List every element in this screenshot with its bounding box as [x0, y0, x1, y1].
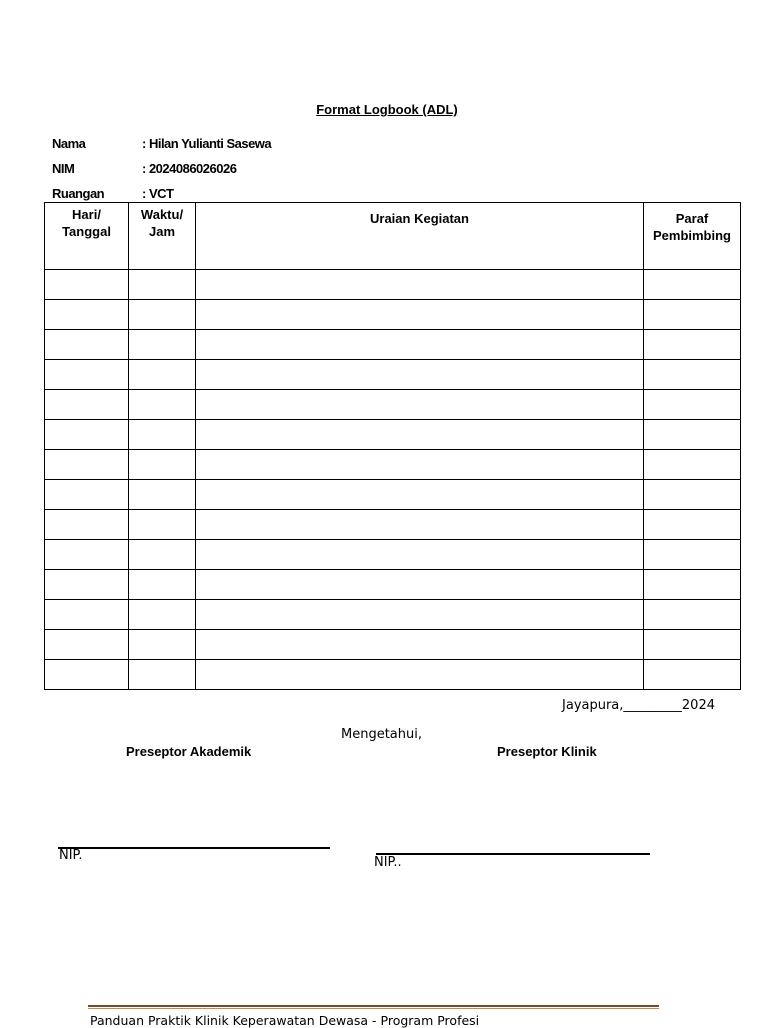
header-day-line1: Hari/: [72, 207, 101, 222]
header-time: [129, 203, 196, 270]
room-label: Ruangan: [52, 186, 105, 201]
table-row: [45, 630, 741, 660]
header-day-date: [45, 203, 129, 270]
cell-time[interactable]: [129, 360, 196, 390]
table-header-row: [45, 203, 741, 270]
cell-signature[interactable]: [644, 660, 741, 690]
student-id-value: : 2024086026026: [142, 161, 237, 176]
cell-activity[interactable]: [196, 450, 644, 480]
academic-preceptor-title: Preseptor Akademik: [126, 744, 252, 759]
cell-time[interactable]: [129, 480, 196, 510]
cell-activity[interactable]: [196, 510, 644, 540]
room-value: : VCT: [142, 186, 174, 201]
academic-nip: NIP.: [59, 848, 83, 863]
cell-day-date[interactable]: [45, 570, 129, 600]
cell-day-date[interactable]: [45, 540, 129, 570]
cell-signature[interactable]: [644, 540, 741, 570]
logbook-table: [44, 202, 741, 690]
acknowledged-label: Mengetahui,: [341, 727, 422, 742]
table-row: [45, 660, 741, 690]
cell-activity[interactable]: [196, 360, 644, 390]
cell-day-date[interactable]: [45, 630, 129, 660]
cell-day-date[interactable]: [45, 270, 129, 300]
cell-time[interactable]: [129, 450, 196, 480]
cell-signature[interactable]: [644, 300, 741, 330]
header-sign-line1: Paraf: [675, 211, 709, 226]
cell-day-date[interactable]: [45, 390, 129, 420]
table-body: [45, 270, 741, 690]
cell-signature[interactable]: [644, 420, 741, 450]
cell-day-date[interactable]: [45, 480, 129, 510]
place-date: Jayapura,_________2024: [562, 698, 715, 713]
cell-activity[interactable]: [196, 390, 644, 420]
header-day-line2: Tanggal: [62, 224, 111, 239]
header-time-line1: Waktu/: [140, 207, 184, 222]
cell-signature[interactable]: [644, 330, 741, 360]
student-name-label: Nama: [52, 136, 86, 151]
footer-divider: [88, 1005, 659, 1007]
cell-day-date[interactable]: [45, 300, 129, 330]
header-activity-label: Uraian Kegiatan: [370, 211, 469, 226]
cell-time[interactable]: [129, 510, 196, 540]
table-row: [45, 540, 741, 570]
student-id-label: NIM: [52, 161, 75, 176]
cell-signature[interactable]: [644, 600, 741, 630]
clinical-signature-line: [376, 853, 650, 855]
clinical-nip: NIP..: [374, 855, 402, 870]
cell-day-date[interactable]: [45, 360, 129, 390]
table-row: [45, 360, 741, 390]
header-time-line2: Jam: [148, 224, 176, 239]
cell-day-date[interactable]: [45, 420, 129, 450]
cell-time[interactable]: [129, 570, 196, 600]
cell-day-date[interactable]: [45, 510, 129, 540]
cell-activity[interactable]: [196, 480, 644, 510]
cell-activity[interactable]: [196, 330, 644, 360]
table-row: [45, 510, 741, 540]
cell-day-date[interactable]: [45, 330, 129, 360]
academic-signature-line: [58, 847, 330, 849]
cell-signature[interactable]: [644, 450, 741, 480]
footer-divider-accent: [88, 1008, 659, 1009]
cell-day-date[interactable]: [45, 450, 129, 480]
table-row: [45, 330, 741, 360]
cell-time[interactable]: [129, 660, 196, 690]
table-row: [45, 300, 741, 330]
table-row: [45, 390, 741, 420]
cell-time[interactable]: [129, 600, 196, 630]
cell-signature[interactable]: [644, 570, 741, 600]
cell-activity[interactable]: [196, 600, 644, 630]
cell-time[interactable]: [129, 630, 196, 660]
cell-time[interactable]: [129, 390, 196, 420]
table-row: [45, 420, 741, 450]
cell-activity[interactable]: [196, 270, 644, 300]
cell-signature[interactable]: [644, 390, 741, 420]
cell-time[interactable]: [129, 270, 196, 300]
cell-activity[interactable]: [196, 660, 644, 690]
cell-activity[interactable]: [196, 300, 644, 330]
cell-activity[interactable]: [196, 630, 644, 660]
cell-time[interactable]: [129, 300, 196, 330]
cell-signature[interactable]: [644, 270, 741, 300]
student-name-value: : Hilan Yulianti Sasewa: [142, 136, 272, 151]
cell-time[interactable]: [129, 330, 196, 360]
table-row: [45, 600, 741, 630]
header-activity: [196, 203, 644, 270]
cell-day-date[interactable]: [45, 660, 129, 690]
header-sign-line2: Pembimbing: [652, 228, 731, 243]
cell-time[interactable]: [129, 540, 196, 570]
cell-activity[interactable]: [196, 540, 644, 570]
table-row: [45, 570, 741, 600]
cell-activity[interactable]: [196, 420, 644, 450]
table-row: [45, 270, 741, 300]
document-title: Format Logbook (ADL): [316, 102, 458, 117]
header-supervisor-signature: [644, 203, 741, 270]
table-row: [45, 450, 741, 480]
footer-text: Panduan Praktik Klinik Keperawatan Dewasa - Program Profesi: [90, 1013, 480, 1028]
cell-signature[interactable]: [644, 360, 741, 390]
cell-activity[interactable]: [196, 570, 644, 600]
cell-signature[interactable]: [644, 510, 741, 540]
clinical-preceptor-title: Preseptor Klinik: [497, 744, 597, 759]
cell-time[interactable]: [129, 420, 196, 450]
cell-day-date[interactable]: [45, 600, 129, 630]
table-row: [45, 480, 741, 510]
cell-signature[interactable]: [644, 630, 741, 660]
cell-signature[interactable]: [644, 480, 741, 510]
